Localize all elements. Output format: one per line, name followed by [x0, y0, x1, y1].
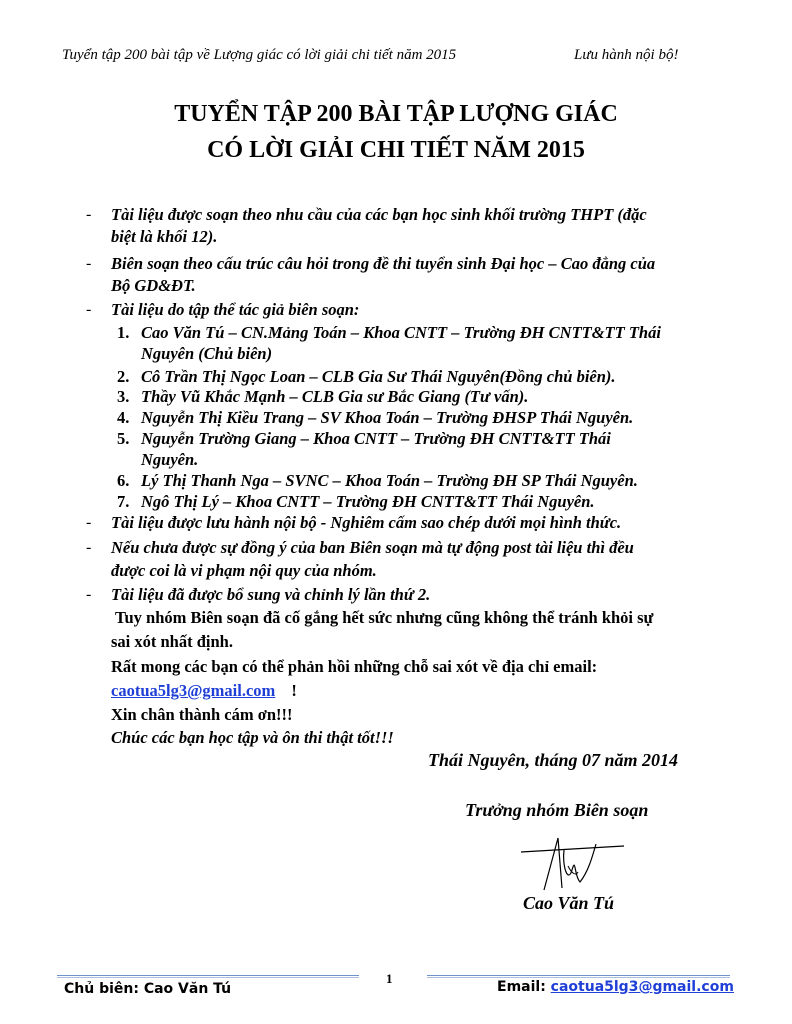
footer-rule-left-secondary	[57, 977, 359, 978]
bullet-dash: -	[86, 514, 92, 531]
author-number: 3.	[117, 387, 130, 406]
footer-editor: Chủ biên: Cao Văn Tú	[64, 981, 232, 997]
author-item-line2: Nguyên (Chủ biên)	[141, 344, 273, 363]
footer-rule-right-secondary	[427, 977, 730, 978]
author-number: 7.	[117, 492, 130, 511]
feedback-request: Rất mong các bạn có thể phản hồi những chỗ sai xót về địa chỉ email:	[111, 657, 598, 676]
closing-note-line2: sai xót nhất định.	[111, 632, 233, 651]
author-number: 6.	[117, 471, 130, 490]
author-item: Cô Trần Thị Ngọc Loan – CLB Gia Sư Thái Nguyên(Đồng chủ biên).	[141, 367, 616, 386]
footer-email-link[interactable]: caotua5lg3@gmail.com	[550, 979, 734, 995]
author-number: 5.	[117, 429, 130, 448]
signature-role: Trưởng nhóm Biên soạn	[465, 800, 649, 820]
bullet-revision: Tài liệu đã được bổ sung và chỉnh lý lần thứ 2.	[111, 585, 431, 604]
author-item-line1: Nguyễn Trường Giang – Khoa CNTT – Trường ĐH CNTT&TT Thái	[141, 429, 611, 448]
handwritten-signature	[518, 826, 628, 896]
feedback-email-link[interactable]: caotua5lg3@gmail.com	[111, 681, 276, 700]
author-item: Lý Thị Thanh Nga – SVNC – Khoa Toán – Trường ĐH SP Thái Nguyên.	[141, 471, 638, 490]
document-title-line1: TUYỂN TẬP 200 BÀI TẬP LƯỢNG GIÁC	[174, 101, 618, 127]
bullet-copyright: Tài liệu được lưu hành nội bộ - Nghiêm cấm sao chép dưới mọi hình thức.	[111, 513, 622, 532]
footer-email-label: Email:	[497, 979, 546, 995]
bullet-dash: -	[86, 206, 92, 223]
author-item: Nguyễn Thị Kiều Trang – SV Khoa Toán – Trường ĐHSP Thái Nguyên.	[141, 408, 634, 427]
footer-rule-left	[57, 975, 359, 976]
wish-text: Chúc các bạn học tập và ôn thi thật tốt!!!	[111, 728, 394, 747]
bullet-posting-rule-line1: Nếu chưa được sự đồng ý của ban Biên soạn mà tự động post tài liệu thì đều	[111, 538, 634, 557]
bullet-posting-rule-line2: được coi là vi phạm nội quy của nhóm.	[111, 561, 377, 580]
author-item-line1: Cao Văn Tú – CN.Mảng Toán – Khoa CNTT – Trường ĐH CNTT&TT Thái	[141, 323, 661, 342]
place-date: Thái Nguyên, tháng 07 năm 2014	[428, 750, 679, 770]
bullet-dash: -	[86, 586, 92, 603]
signer-name: Cao Văn Tú	[523, 893, 615, 913]
author-number: 1.	[117, 323, 130, 342]
bullet-authors-intro: Tài liệu do tập thể tác giả biên soạn:	[111, 300, 360, 319]
bullet-structure-line1: Biên soạn theo cấu trúc câu hỏi trong đề thi tuyển sinh Đại học – Cao đẳng của	[111, 254, 656, 273]
bullet-dash: -	[86, 255, 92, 272]
feedback-email-suffix: !	[291, 681, 297, 700]
bullet-purpose-line1: Tài liệu được soạn theo nhu cầu của các bạn học sinh khối trường THPT (đặc	[111, 205, 647, 224]
bullet-dash: -	[86, 539, 92, 556]
footer-email	[497, 979, 734, 995]
running-header-title: Tuyển tập 200 bài tập về Lượng giác có lời giải chi tiết năm 2015	[62, 47, 457, 63]
bullet-structure-line2: Bộ GD&ĐT.	[111, 276, 196, 295]
author-item: Ngô Thị Lý – Khoa CNTT – Trường ĐH CNTT&TT Thái Nguyên.	[141, 492, 595, 511]
feedback-email-row	[111, 681, 297, 701]
footer-rule-right	[427, 975, 730, 976]
author-number: 2.	[117, 367, 130, 386]
author-number: 4.	[117, 408, 130, 427]
author-item-line2: Nguyên.	[141, 450, 199, 469]
page-number: 1	[386, 971, 393, 986]
thanks-text: Xin chân thành cám ơn!!!	[111, 705, 293, 724]
running-header-note: Lưu hành nội bộ!	[574, 47, 679, 63]
author-item: Thầy Vũ Khắc Mạnh – CLB Gia sư Bắc Giang (Tư vấn).	[141, 387, 529, 406]
bullet-dash: -	[86, 301, 92, 318]
bullet-purpose-line2: biệt là khối 12).	[111, 227, 218, 246]
document-title-line2: CÓ LỜI GIẢI CHI TIẾT NĂM 2015	[207, 137, 585, 163]
closing-note-line1: Tuy nhóm Biên soạn đã cố gắng hết sức nhưng cũng không thể tránh khỏi sự	[115, 608, 654, 627]
